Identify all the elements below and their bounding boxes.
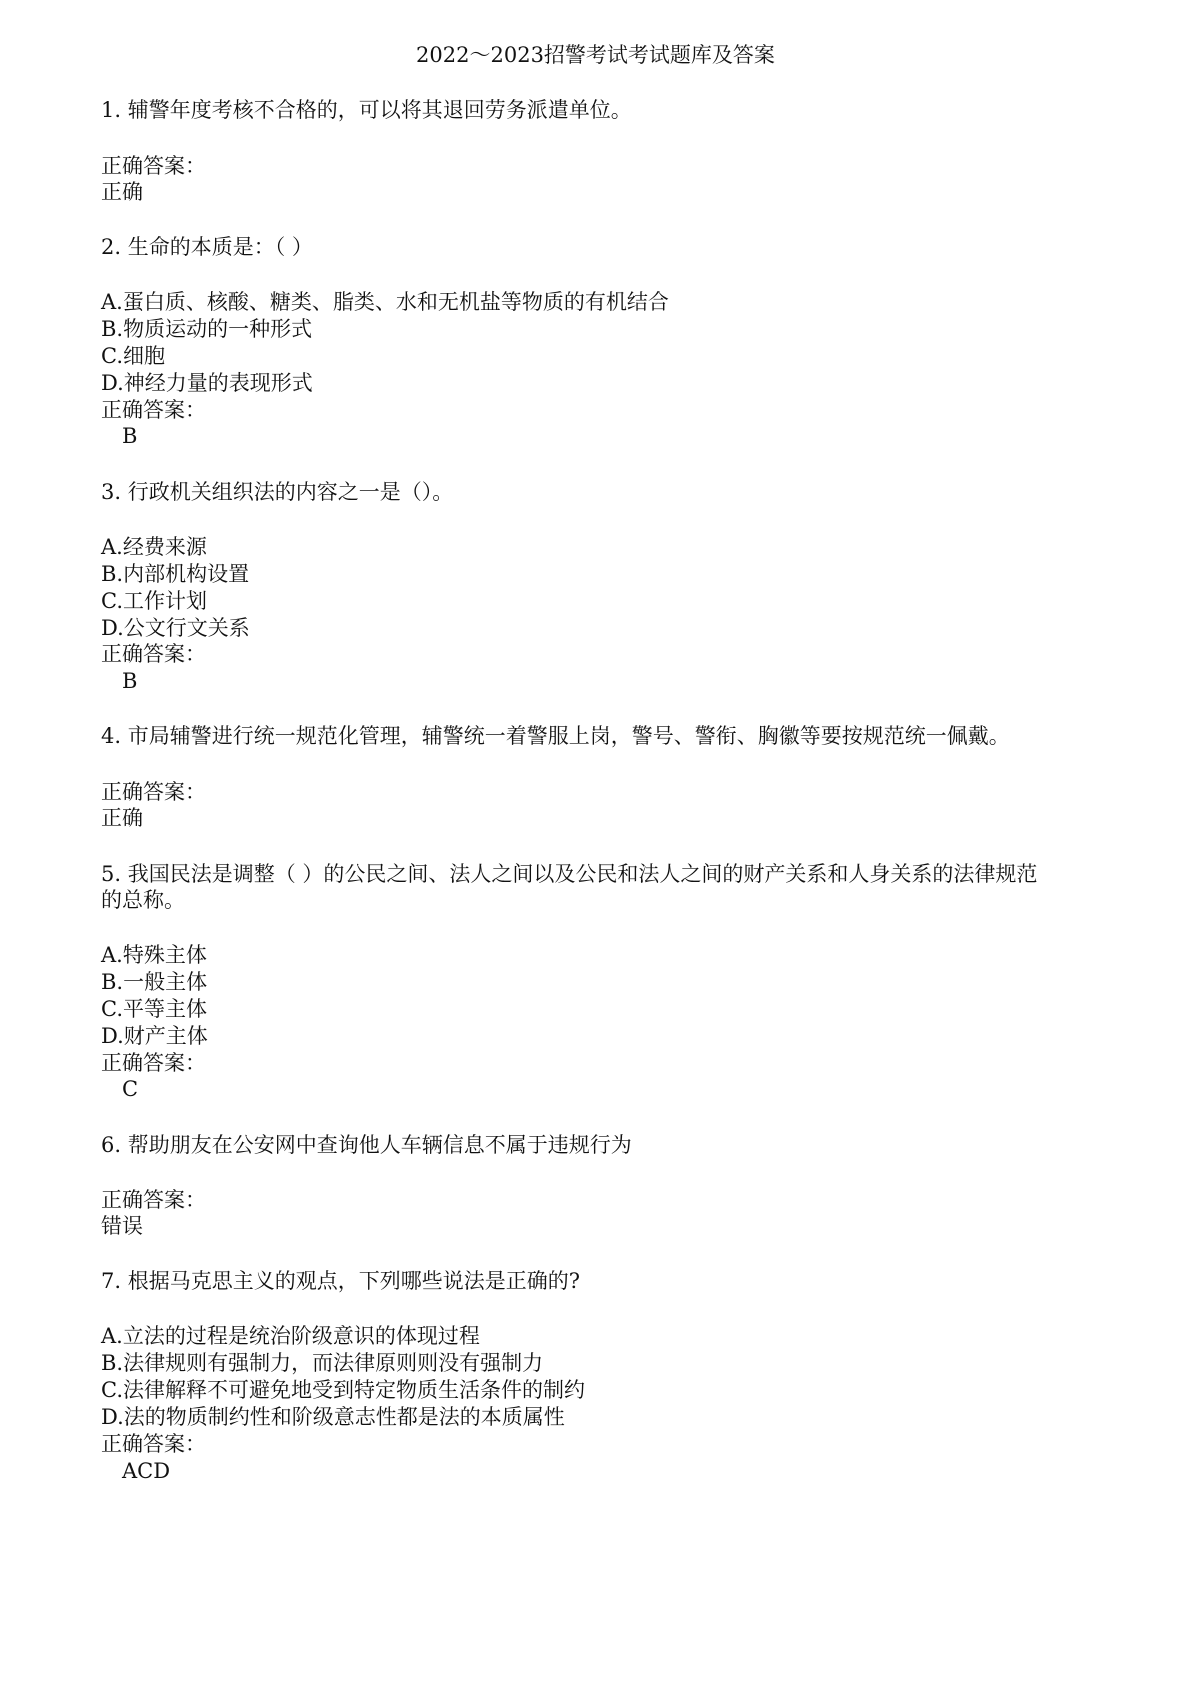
question-5-option-b: B.一般主体 <box>101 970 208 994</box>
question-3-option-a: A.经费来源 <box>101 535 207 559</box>
question-2-answer: B <box>122 424 138 448</box>
question-6-stem: 6. 帮助朋友在公安网中查询他人车辆信息不属于违规行为 <box>101 1133 632 1157</box>
question-3-option-d: D.公文行文关系 <box>101 616 250 640</box>
question-1-stem: 1. 辅警年度考核不合格的，可以将其退回劳务派遣单位。 <box>101 98 632 122</box>
question-7-option-b: B.法律规则有强制力，而法律原则则没有强制力 <box>101 1351 544 1375</box>
question-7-option-d: D.法的物质制约性和阶级意志性都是法的本质属性 <box>101 1405 565 1429</box>
question-3-answer-label: 正确答案： <box>101 642 206 666</box>
question-1-answer-label: 正确答案： <box>101 154 206 178</box>
question-5-answer: C <box>122 1077 139 1101</box>
question-2-answer-label: 正确答案： <box>101 398 206 422</box>
question-5-option-d: D.财产主体 <box>101 1024 208 1048</box>
question-3-option-b: B.内部机构设置 <box>101 562 250 586</box>
question-5-option-a: A.特殊主体 <box>101 943 207 967</box>
question-5-stem-line-1: 5. 我国民法是调整（ ）的公民之间、法人之间以及公民和法人之间的财产关系和人身关系的法律规范 <box>101 862 1038 886</box>
question-7-stem: 7. 根据马克思主义的观点，下列哪些说法是正确的? <box>101 1269 580 1293</box>
question-2-stem: 2. 生命的本质是：（ ） <box>101 235 313 259</box>
question-7-answer-label: 正确答案： <box>101 1432 206 1456</box>
question-7-option-c: C.法律解释不可避免地受到特定物质生活条件的制约 <box>101 1378 585 1402</box>
question-3-option-c: C.工作计划 <box>101 589 207 613</box>
question-2-option-b: B.物质运动的一种形式 <box>101 317 313 341</box>
question-6-answer: 错误 <box>101 1214 143 1238</box>
question-5-stem-line-2: 的总称。 <box>101 888 185 912</box>
question-7-option-a: A.立法的过程是统治阶级意识的体现过程 <box>101 1324 480 1348</box>
question-4-stem: 4. 市局辅警进行统一规范化管理，辅警统一着警服上岗，警号、警衔、胸徽等要按规范统一佩戴。 <box>101 724 1010 748</box>
question-4-answer-label: 正确答案： <box>101 780 206 804</box>
question-1-answer: 正确 <box>101 180 143 204</box>
question-3-stem: 3. 行政机关组织法的内容之一是（）。 <box>101 480 454 504</box>
question-5-option-c: C.平等主体 <box>101 997 207 1021</box>
question-7-answer: ACD <box>122 1459 171 1483</box>
question-6-answer-label: 正确答案： <box>101 1188 206 1212</box>
document-title: 2022～2023招警考试考试题库及答案 <box>416 43 775 67</box>
question-3-answer: B <box>122 669 138 693</box>
question-2-option-d: D.神经力量的表现形式 <box>101 371 313 395</box>
question-4-answer: 正确 <box>101 806 143 830</box>
question-2-option-a: A.蛋白质、核酸、糖类、脂类、水和无机盐等物质的有机结合 <box>101 290 669 314</box>
question-5-answer-label: 正确答案： <box>101 1051 206 1075</box>
question-2-option-c: C.细胞 <box>101 344 165 368</box>
